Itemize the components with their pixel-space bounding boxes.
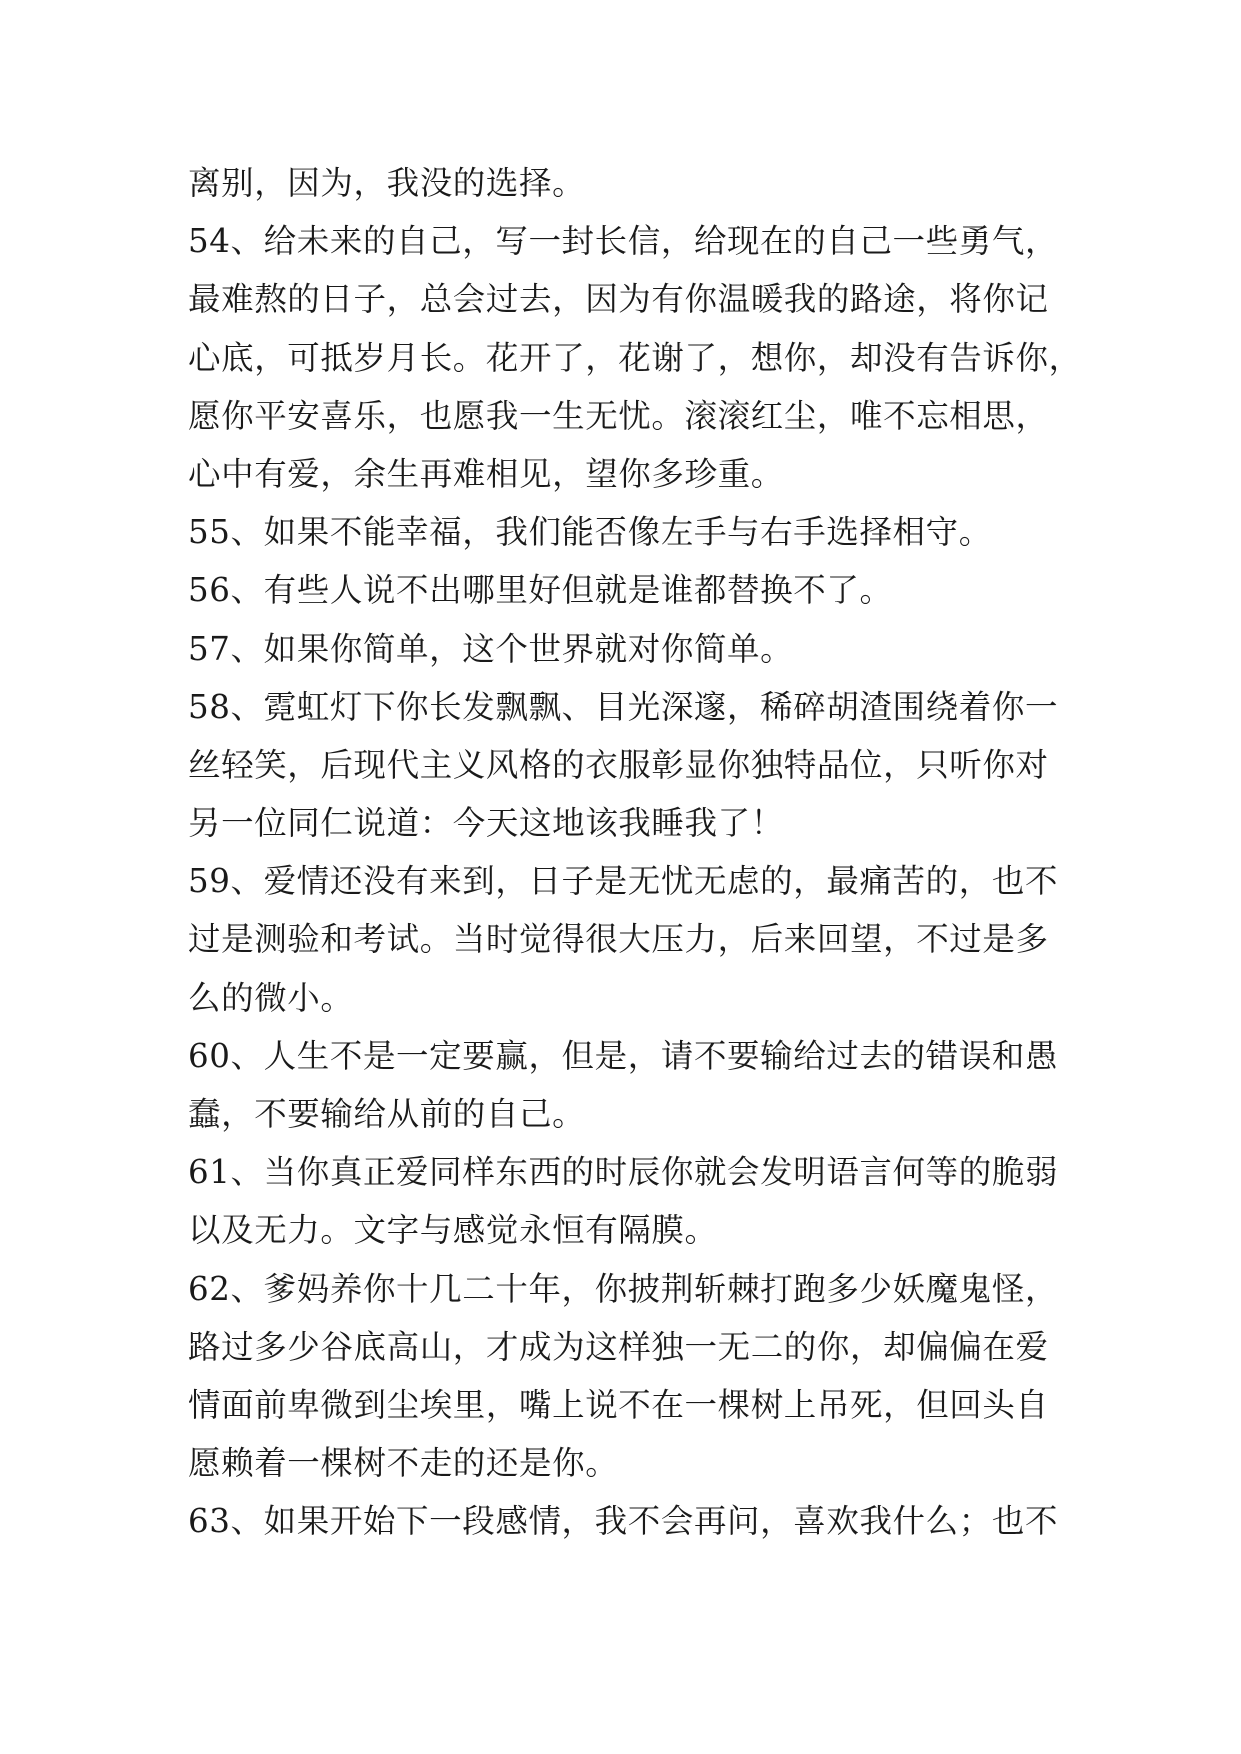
text-line: 蠢，不要输给从前的自己。 — [188, 1095, 586, 1133]
text-line: 60、人生不是一定要赢，但是，请不要输给过去的错误和愚 — [188, 1036, 1059, 1075]
text-line: 心底，可抵岁月长。花开了，花谢了，想你，却没有告诉你， — [188, 338, 1082, 377]
document-body — [188, 154, 1088, 1551]
text-line: 以及无力。文字与感觉永恒有隔膜。 — [188, 1211, 718, 1250]
text-line: 57、如果你简单，这个世界就对你简单。 — [188, 629, 794, 668]
text-line: 愿你平安喜乐，也愿我一生无忧。滚滚红尘，唯不忘相思， — [188, 396, 1049, 435]
text-line: 愿赖着一棵树不走的还是你。 — [188, 1444, 619, 1483]
text-line: 丝轻笑，后现代主义风格的衣服彰显你独特品位，只听你对 — [188, 745, 1049, 784]
text-line: 63、如果开始下一段感情，我不会再问，喜欢我什么；也不 — [188, 1502, 1059, 1541]
text-line: 59、爱情还没有来到，日子是无忧无虑的，最痛苦的，也不 — [188, 862, 1059, 901]
text-line: 路过多少谷底高山，才成为这样独一无二的你，却偏偏在爱 — [188, 1327, 1049, 1366]
text-line: 55、如果不能幸福，我们能否像左手与右手选择相守。 — [188, 513, 992, 552]
text-line: 62、爹妈养你十几二十年，你披荆斩棘打跑多少妖魔鬼怪， — [188, 1269, 1059, 1308]
text-line: 离别，因为，我没的选择。 — [188, 164, 586, 202]
text-line: 么的微小。 — [188, 978, 354, 1017]
text-line: 情面前卑微到尘埃里，嘴上说不在一棵树上吊死，但回头自 — [188, 1385, 1049, 1424]
text-line: 心中有爱，余生再难相见，望你多珍重。 — [188, 454, 784, 493]
text-line: 过是测验和考试。当时觉得很大压力，后来回望，不过是多 — [188, 920, 1049, 959]
text-line: 54、给未来的自己，写一封长信，给现在的自己一些勇气， — [188, 222, 1059, 261]
text-line: 61、当你真正爱同样东西的时辰你就会发明语言何等的脆弱 — [188, 1153, 1059, 1192]
text-line: 最难熬的日子，总会过去，因为有你温暖我的路途，将你记 — [188, 280, 1049, 319]
text-line: 58、霓虹灯下你长发飘飘、目光深邃，稀碎胡渣围绕着你一 — [188, 687, 1059, 726]
text-line: 另一位同仁说道：今天这地该我睡我了！ — [188, 804, 784, 843]
text-line: 56、有些人说不出哪里好但就是谁都替换不了。 — [188, 571, 893, 610]
